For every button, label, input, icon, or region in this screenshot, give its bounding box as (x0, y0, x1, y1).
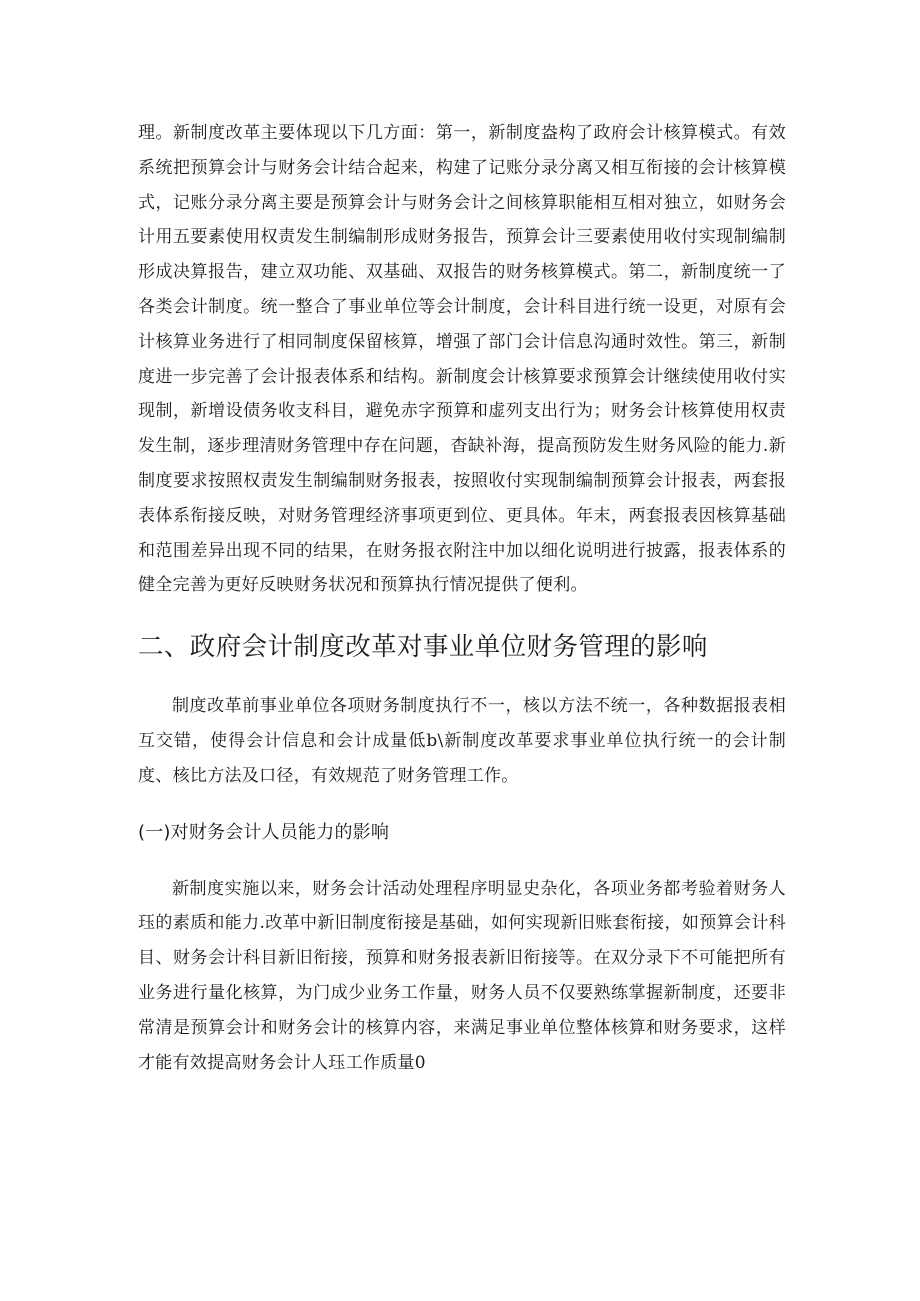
document-page (138, 116, 786, 1080)
body-paragraph: 理。新制度改革主要体现以下几方面：第一，新制度盎构了政府会计核算模式。有效系统把预算会计与财务会计结合起来，构建了记账分录分离又相互衔接的会计核算模式，记账分录分离主要是预算会计与财务会计之间核算职能相互相对独立，如财务会计用五要素使用权责发生制编制形成财务报告，预算会计三要素使用收付实现制编制形成决算报告，建立双功能、双基础、双报告的财务核算模式。第二，新制度统一了各类会计制度。统一整合了事业单位等会计制度，会计科目进行统一设更，对原有会计核算业务进行了相同制度保留核算，增强了部门会计信息沟通时效性。第三，新制度进一步完善了会计报表体系和结构。新制度会计核算要求预算会计继续使用收付实现制，新增设债务收支科目，避免赤字预算和虚列支出行为；财务会计核算使用权责发生制，逐步理清财务管理中存在问题，杳缺补海，提高预防发生财务风险的能力.新制度要求按照权责发生制编制财务报表，按照收付实现制编制预算会计报表，两套报表体系衔接反映，对财务管理经济事项更到位、更具体。年末，两套报表因核算基础和范围差异出现不同的结果，在财务报衣附注中加以细化说明进行披露，报表体系的健全完善为更好反映财务状况和预算执行情况提供了便利。 (138, 123, 786, 596)
body-paragraph: 新制度实施以来，财务会计活动处理程序明显史杂化，各项业务都考验着财务人珏的素质和能力.改革中新旧制度衔接是基础，如何实现新旧账套衔接，如预算会计科目、财务会计科目新旧衔接，预算和财务报表新旧衔接等。在双分录下不可能把所有业务进行量化核算，为门成少业务工作量，财务人员不仅要熟练掌握新制度，还要非常清是预算会计和财务会计的核算内容，来满足事业单位整体核算和财务要求，这样才能有效提高财务会计人珏工作质量0 (138, 878, 786, 1073)
body-paragraph: 制度改革前事业单位各项财务制度执行不一，核以方法不统一，各种数据报表相互交错，使得会计信息和会计成量低b\新制度改革要求事业单位执行统一的会计制度、核比方法及口径，有效规范了财务管理工作。 (138, 696, 786, 786)
subsection-heading: (一)对财务会计人员能力的影响 (138, 821, 390, 843)
section-heading: 二、政府会计制度改革对事业单位财务管理的影响 (138, 632, 708, 663)
